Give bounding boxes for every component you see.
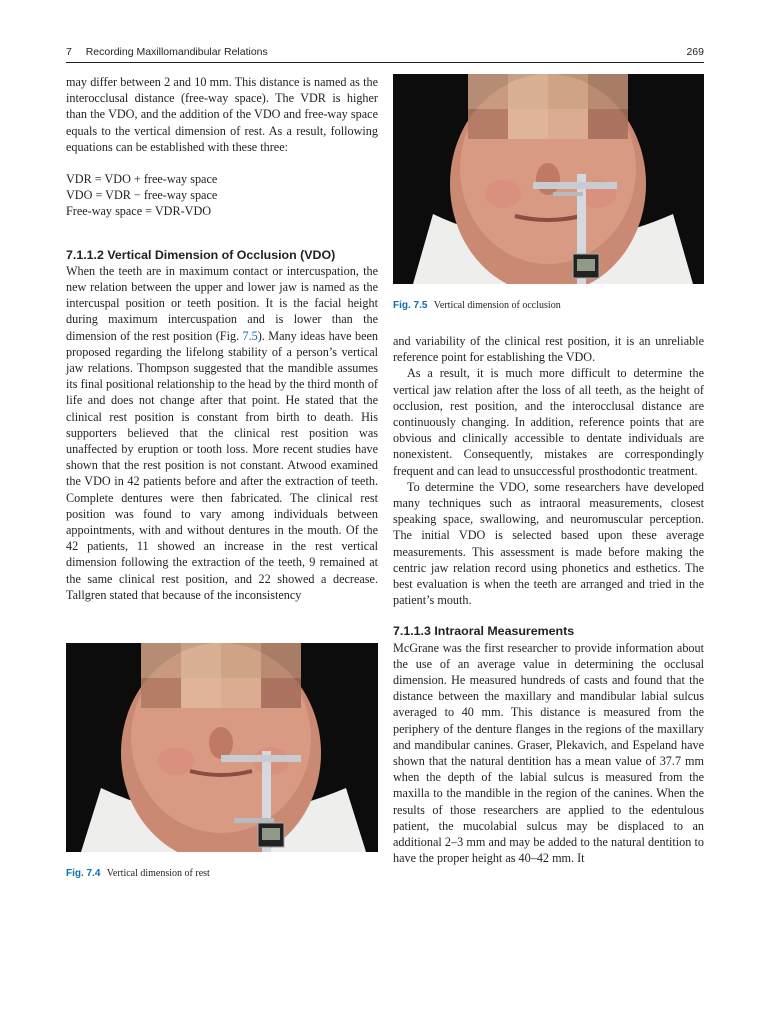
figure-7-5-caption [393,300,561,311]
left-column [66,74,378,603]
figure-7-5-caption-text: Vertical dimension of occlusion [433,300,561,311]
header-rule [66,62,704,63]
face-photo-rest [66,643,378,852]
right-column [393,333,704,867]
figure-7-5-image [393,74,704,284]
face-photo-occlusion [393,74,704,284]
figure-7-4-caption [66,868,210,879]
equation-2: VDO = VDR − free-way space [66,188,218,203]
equation-1: VDR = VDO + free-way space [66,172,218,187]
page-number: 269 [686,46,704,58]
equation-3: Free-way space = VDR-VDO [66,204,212,219]
figure-7-4-image [66,643,378,852]
chapter-number: 7 [66,46,72,58]
right-paragraph-3: To determine the VDO, some researchers have developed many techniques such as intraoral measurements, closest speaking space, swallowing, and neuromuscular perception. The initial VDO is selected based upon these average measurements. This assessment is made before making the centric jaw relation record using phonetics and esthetics. The best evaluation is when the teeth are arranged and tried in the patient’s mouth. [393,479,704,608]
intro-paragraph: may differ between 2 and 10 mm. This distance is named as the interocclusal distance (free-way space). The VDR is higher than the VDO, and the addition of the VDO and free-way space equals to the vertical dimension of rest. As a result, following equations can be established with these three: [66,75,378,154]
figure-7-5-label: Fig. 7.5 [393,300,428,311]
figure-7-4-caption-text: Vertical dimension of rest [106,868,210,879]
right-paragraph-2: As a result, it is much more difficult to determine the vertical jaw relation after the loss of all teeth, as the height of occlusion, rest position, and the interocclusal distance are continuously changing. In addition, reference points that are obvious and clinically accessible to dentate individuals are nonexistent. Consequently, mistakes are correspondingly frequent and can lead to unsuccessful prosthodontic treatment. [393,366,704,478]
right-paragraph-4: McGrane was the first researcher to provide information about the use of an average value in determining the occlusal dimension. He measured hundreds of casts and found that the distance between the maxillary and mandibular labial sulcus averaged to 40 mm. This distance is measured from the periphery of the denture flanges in the regions of the maxillary and mandibular canines. Graser, Plekavich, and Espeland have shown that the natural dentition has a mean value of 37.7 mm when the depth of the labial sulcus is measured from the maxilla to the mandible in the region of the canines. When the results of those researchers are applied to the edentulous patient, the mucolabial sulcus may be displaced to an additional 2–3 mm and may be added to the natural dentition to have the proper height as 40–42 mm. It [393,640,704,866]
vdo-paragraph: When the teeth are in maximum contact or intercuspation, the new relation between the upper and lower jaw is named as the intercuspal position or teeth position. It is the facial height during maximum intercuspation and is lower than the dimension of the rest position (Fig. 7.5). Many ideas have been proposed regarding the lifelong stability of a person’s vertical jaw relations. Thompson suggested that the mandible assumes its final positional relationship to the head by the third month of life and does not change after that point. He stated that the clinical rest position is constant from birth to death. His supporters believed that the clinical rest position was unaffected by eruption or tooth loss. More recent studies have shown that the rest position is not constant. Atwood examined the VDO in 42 patients before and after the extraction of teeth. Complete dentures were then fabricated. The clinical rest position was found to vary among individuals between appointments, with and without dentures in the mouth. Of the 42 patients, 11 showed an increase in the rest vertical dimension following the extraction of the teeth, 9 remained at the same clinical rest position, and 22 showed a decrease. Tallgren stated that because of the inconsistency [66,263,379,602]
running-header [66,46,268,58]
right-paragraph-1: and variability of the clinical rest position, it is an unreliable reference point for establishing the VDO. [393,334,704,365]
chapter-title: Recording Maxillomandibular Relations [85,46,268,58]
figure-7-4-label: Fig. 7.4 [66,868,101,879]
fig-7-5-link[interactable]: 7.5 [242,328,258,343]
section-heading-vdo: 7.1.1.2 Vertical Dimension of Occlusion (VDO) [66,247,336,262]
section-heading-intraoral: 7.1.1.3 Intraoral Measurements [393,624,575,639]
